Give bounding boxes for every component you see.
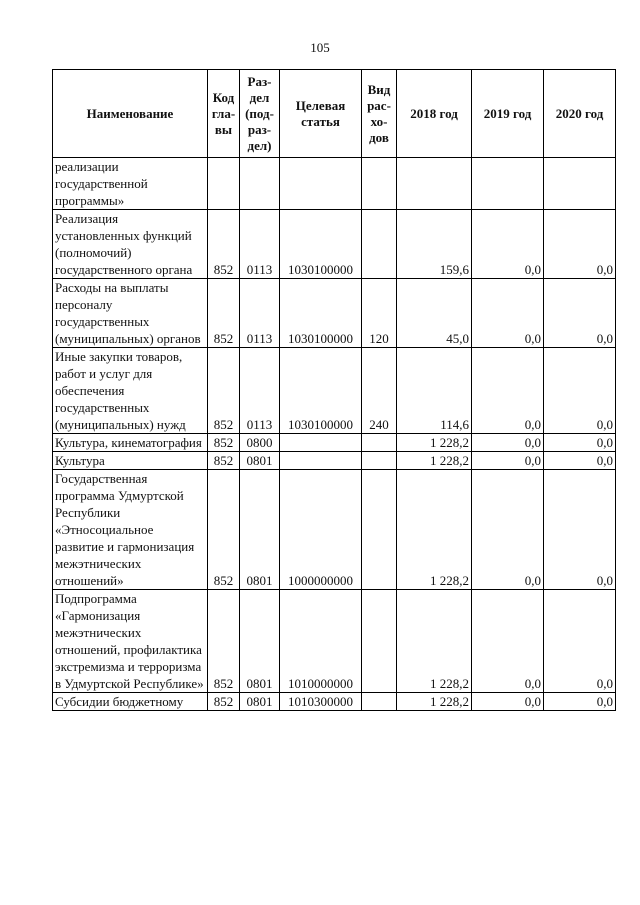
cell-y2019: 0,0 [472,452,544,470]
cell-target: 1030100000 [280,279,362,348]
cell-code: 852 [208,279,240,348]
cell-code: 852 [208,470,240,590]
table-row [53,210,616,279]
cell-y2019: 0,0 [472,470,544,590]
cell-type [362,434,397,452]
cell-code [208,158,240,210]
cell-y2018: 1 228,2 [397,693,472,711]
table-row [53,434,616,452]
cell-name: Расходы на выплаты персоналу государственных (муниципальных) органов [53,279,208,348]
cell-target: 1010300000 [280,693,362,711]
cell-name: реализации государственной программы» [53,158,208,210]
cell-code: 852 [208,693,240,711]
table-row [53,590,616,693]
cell-y2020: 0,0 [544,434,616,452]
cell-section: 0801 [240,693,280,711]
cell-target: 1010000000 [280,590,362,693]
header-name: Наименование [53,70,208,158]
cell-y2018: 1 228,2 [397,452,472,470]
cell-y2020: 0,0 [544,348,616,434]
cell-y2020: 0,0 [544,590,616,693]
cell-section: 0801 [240,452,280,470]
cell-code: 852 [208,452,240,470]
table-row [53,452,616,470]
cell-section: 0800 [240,434,280,452]
cell-section: 0801 [240,590,280,693]
cell-y2020: 0,0 [544,693,616,711]
table-row [53,693,616,711]
cell-target [280,158,362,210]
cell-y2019: 0,0 [472,348,544,434]
cell-y2018: 114,6 [397,348,472,434]
cell-name: Реализация установленных функций (полномочий) государственного органа [53,210,208,279]
cell-y2019: 0,0 [472,279,544,348]
header-chapter-code: Код гла- вы [208,70,240,158]
cell-target [280,434,362,452]
cell-section: 0113 [240,279,280,348]
header-section: Раз- дел (под- раз- дел) [240,70,280,158]
cell-type: 240 [362,348,397,434]
cell-target: 1030100000 [280,210,362,279]
cell-type [362,452,397,470]
cell-type [362,590,397,693]
table-body [53,158,616,711]
cell-name: Субсидии бюджетному [53,693,208,711]
budget-table [52,69,616,711]
cell-y2018: 1 228,2 [397,470,472,590]
cell-y2019: 0,0 [472,693,544,711]
cell-section: 0113 [240,210,280,279]
cell-y2018: 1 228,2 [397,434,472,452]
cell-y2020: 0,0 [544,279,616,348]
table-row [53,279,616,348]
cell-target: 1030100000 [280,348,362,434]
table-row [53,470,616,590]
header-2020: 2020 год [544,70,616,158]
cell-type [362,210,397,279]
cell-type [362,693,397,711]
cell-type [362,470,397,590]
page-number: 105 [310,40,330,55]
header-2018: 2018 год [397,70,472,158]
cell-name: Культура, кинематография [53,434,208,452]
cell-target [280,452,362,470]
cell-y2020: 0,0 [544,452,616,470]
cell-y2020: 0,0 [544,470,616,590]
cell-type: 120 [362,279,397,348]
cell-y2018: 159,6 [397,210,472,279]
cell-y2019: 0,0 [472,434,544,452]
cell-code: 852 [208,434,240,452]
cell-section: 0113 [240,348,280,434]
cell-name: Государственная программа Удмуртской Республики «Этносоциальное развитие и гармонизация межэтнических отношений» [53,470,208,590]
cell-name: Культура [53,452,208,470]
cell-target: 1000000000 [280,470,362,590]
table-row [53,158,616,210]
cell-code: 852 [208,210,240,279]
cell-y2018: 45,0 [397,279,472,348]
cell-type [362,158,397,210]
cell-y2018: 1 228,2 [397,590,472,693]
header-target: Целевая статья [280,70,362,158]
cell-y2019 [472,158,544,210]
cell-y2019: 0,0 [472,210,544,279]
cell-y2019: 0,0 [472,590,544,693]
cell-section [240,158,280,210]
cell-name: Подпрограмма «Гармонизация межэтнических отношений, профилактика экстремизма и терроризма в Удмуртской Республике» [53,590,208,693]
cell-y2018 [397,158,472,210]
table-header [53,70,616,158]
header-2019: 2019 год [472,70,544,158]
cell-section: 0801 [240,470,280,590]
cell-y2020 [544,158,616,210]
header-expense-type: Вид рас- хо- дов [362,70,397,158]
cell-code: 852 [208,590,240,693]
cell-code: 852 [208,348,240,434]
cell-name: Иные закупки товаров, работ и услуг для обеспечения государственных (муниципальных) нужд [53,348,208,434]
table-row [53,348,616,434]
cell-y2020: 0,0 [544,210,616,279]
